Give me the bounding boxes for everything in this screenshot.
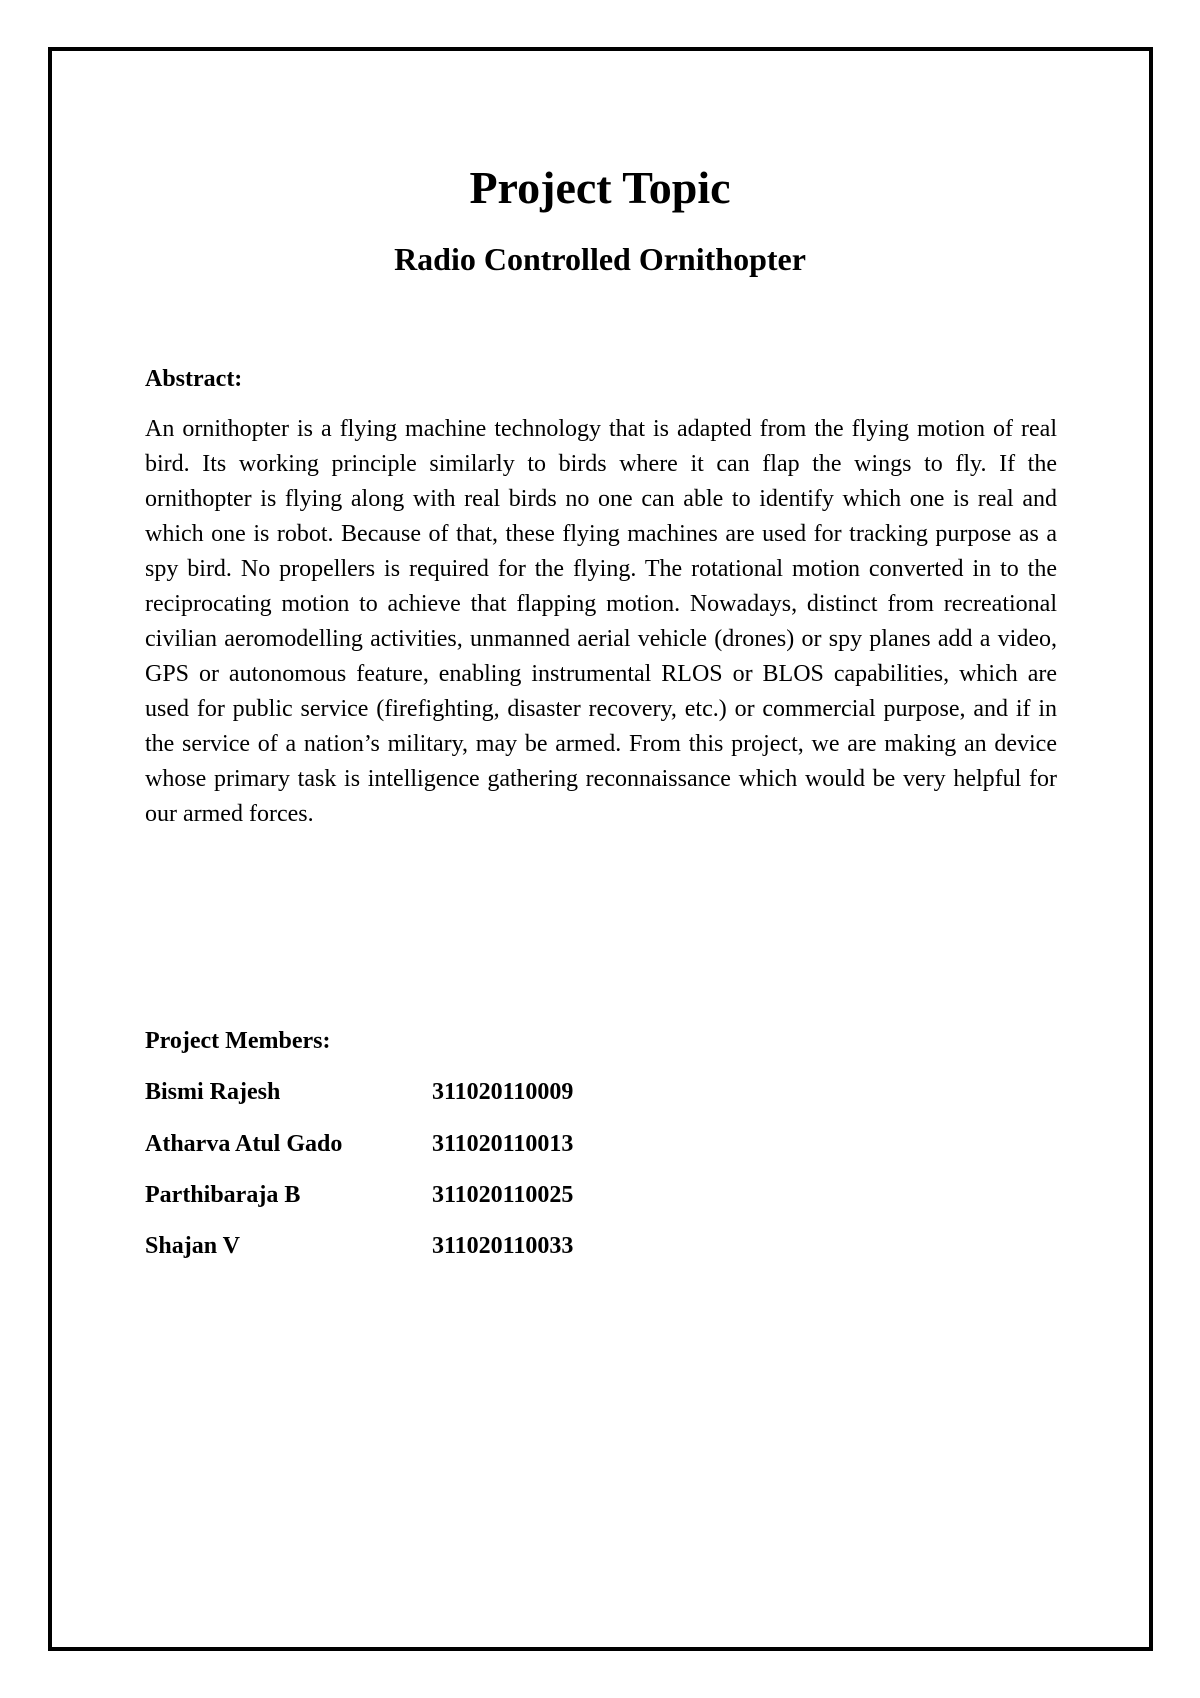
member-row	[145, 1180, 745, 1210]
member-id: 311020110013	[432, 1131, 574, 1157]
member-id: 311020110025	[432, 1182, 574, 1208]
member-row	[145, 1077, 745, 1107]
abstract-heading: Abstract:	[145, 366, 243, 392]
member-row	[145, 1231, 745, 1261]
member-row	[145, 1129, 745, 1159]
page-border	[48, 47, 1153, 1651]
member-name: Bismi Rajesh	[145, 1079, 281, 1105]
project-subtitle: Radio Controlled Ornithopter	[394, 241, 806, 277]
member-name: Atharva Atul Gado	[145, 1131, 343, 1157]
member-id: 311020110033	[432, 1233, 574, 1259]
member-id: 311020110009	[432, 1079, 574, 1105]
member-name: Parthibaraja B	[145, 1182, 301, 1208]
members-heading: Project Members:	[145, 1028, 331, 1054]
abstract-body: An ornithopter is a flying machine technology that is adapted from the flying motion of real bird. Its working principle similarly to birds where it can flap the wings to fly. If the ornithopter is flying along with real birds no one can able to identify which one is real and which one is robot. Because of that, these flying machines are used for tracking purpose as a spy bird. No propellers is required for the flying. The rotational motion converted in to the reciprocating motion to achieve that flapping motion. Nowadays, distinct from recreational civilian aeromodelling activities, unmanned aerial vehicle (drones) or spy planes add a video, GPS or autonomous feature, enabling instrumental RLOS or BLOS capabilities, which are used for public service (firefighting, disaster recovery, etc.) or commercial purpose, and if in the service of a nation’s military, may be armed. From this project, we are making an device whose primary task is intelligence gathering reconnaissance which would be very helpful for our armed forces.	[145, 416, 1057, 827]
member-name: Shajan V	[145, 1233, 240, 1259]
page-title: Project Topic	[469, 162, 731, 213]
